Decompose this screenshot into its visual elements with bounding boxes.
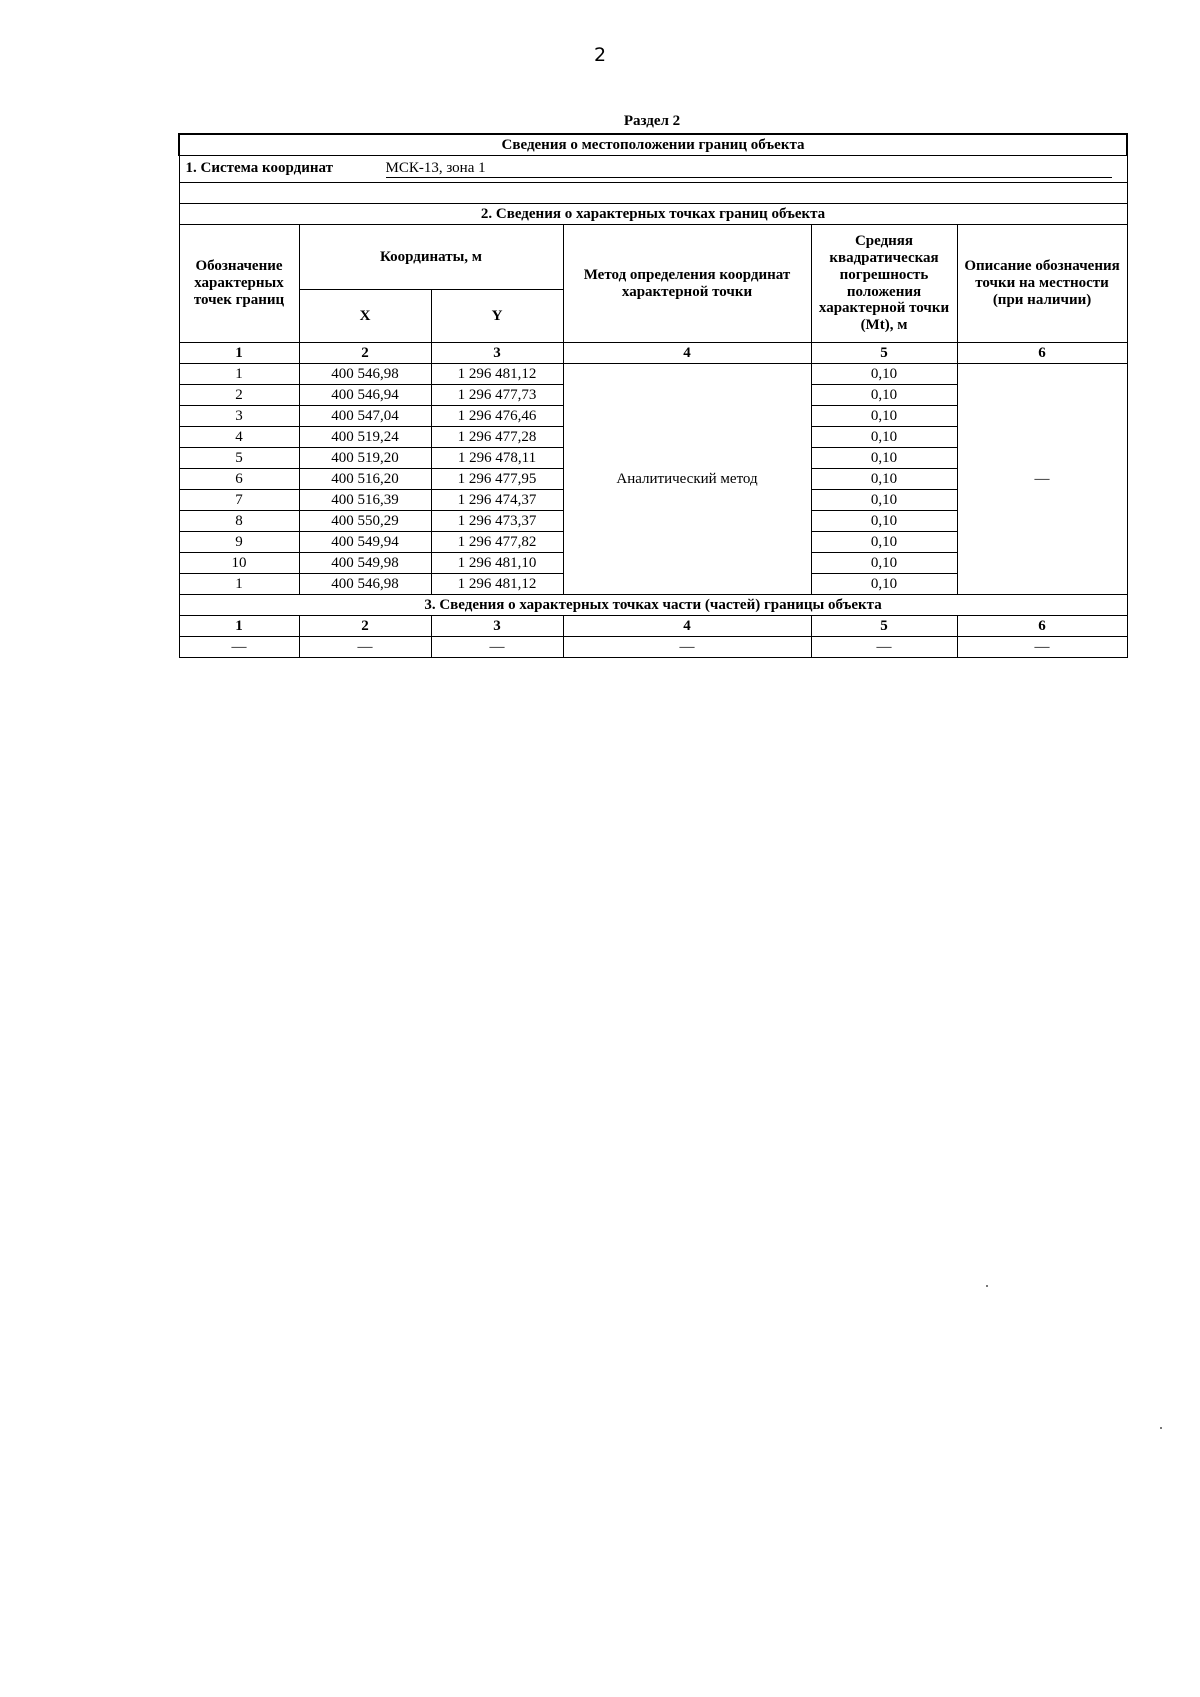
table-row [179,364,1127,385]
header-x: X [299,290,431,343]
accuracy-value: 0,10 [811,511,957,532]
accuracy-value: 0,10 [811,553,957,574]
accuracy-value: 0,10 [811,385,957,406]
accuracy-value: 0,10 [811,574,957,595]
part2-title: 2. Сведения о характерных точках границ объекта [179,204,1127,225]
coord-y: 1 296 477,28 [431,427,563,448]
accuracy-value: 0,10 [811,469,957,490]
point-id: 8 [179,511,299,532]
coord-y: 1 296 476,46 [431,406,563,427]
point-id: 6 [179,469,299,490]
coord-system-row [179,156,1127,183]
coord-x: 400 546,94 [299,385,431,406]
coord-x: 400 546,98 [299,364,431,385]
coord-system-label: 1. Система координат [185,160,333,177]
header-coordinates: Координаты, м [299,225,563,290]
accuracy-value: 0,10 [811,364,957,385]
method-value: Аналитический метод [563,364,811,595]
page-number: 2 [593,44,607,66]
coord-system-value: МСК-13, зона 1 [386,160,1112,178]
part3-empty-cell: — [299,637,431,658]
coord-x: 400 516,39 [299,490,431,511]
column-number: 4 [563,616,811,637]
column-number: 1 [179,343,299,364]
accuracy-value: 0,10 [811,490,957,511]
coord-y: 1 296 481,12 [431,574,563,595]
header-accuracy: Средняя квадратическая погрешность положения характерной точки (Mt), м [811,225,957,343]
point-id: 1 [179,364,299,385]
part3-empty-cell: — [957,637,1127,658]
column-number: 3 [431,343,563,364]
column-number: 6 [957,343,1127,364]
header-description: Описание обозначения точки на местности (при наличии) [957,225,1127,343]
coord-x: 400 519,24 [299,427,431,448]
location-heading: Сведения о местоположении границ объекта [179,134,1127,156]
coord-y: 1 296 477,73 [431,385,563,406]
point-id: 2 [179,385,299,406]
scan-speck [1160,1427,1162,1429]
coord-x: 400 516,20 [299,469,431,490]
column-number: 6 [957,616,1127,637]
header-y: Y [431,290,563,343]
part3-empty-cell: — [563,637,811,658]
accuracy-value: 0,10 [811,532,957,553]
point-id: 1 [179,574,299,595]
boundary-table [178,133,1128,658]
coord-y: 1 296 481,12 [431,364,563,385]
coord-y: 1 296 473,37 [431,511,563,532]
coord-y: 1 296 481,10 [431,553,563,574]
column-number: 5 [811,343,957,364]
description-value: — [957,364,1127,595]
part3-empty-cell: — [431,637,563,658]
coord-x: 400 547,04 [299,406,431,427]
column-number: 1 [179,616,299,637]
accuracy-value: 0,10 [811,406,957,427]
column-number: 3 [431,616,563,637]
header-point-designation: Обозначение характерных точек границ [179,225,299,343]
part3-empty-cell: — [179,637,299,658]
accuracy-value: 0,10 [811,448,957,469]
point-id: 3 [179,406,299,427]
coord-y: 1 296 478,11 [431,448,563,469]
column-number: 2 [299,343,431,364]
section-title: Раздел 2 [623,113,681,129]
coord-y: 1 296 474,37 [431,490,563,511]
part3-title: 3. Сведения о характерных точках части (частей) границы объекта [179,595,1127,616]
accuracy-value: 0,10 [811,427,957,448]
header-method: Метод определения координат характерной точки [563,225,811,343]
scan-speck [986,1285,988,1287]
coord-x: 400 550,29 [299,511,431,532]
column-number: 4 [563,343,811,364]
coord-y: 1 296 477,82 [431,532,563,553]
coord-x: 400 519,20 [299,448,431,469]
coord-x: 400 549,98 [299,553,431,574]
coord-x: 400 549,94 [299,532,431,553]
coord-x: 400 546,98 [299,574,431,595]
column-number: 5 [811,616,957,637]
blank-row [179,183,1127,204]
point-id: 5 [179,448,299,469]
point-id: 4 [179,427,299,448]
point-id: 10 [179,553,299,574]
point-id: 9 [179,532,299,553]
column-number: 2 [299,616,431,637]
point-id: 7 [179,490,299,511]
coord-y: 1 296 477,95 [431,469,563,490]
part3-empty-cell: — [811,637,957,658]
